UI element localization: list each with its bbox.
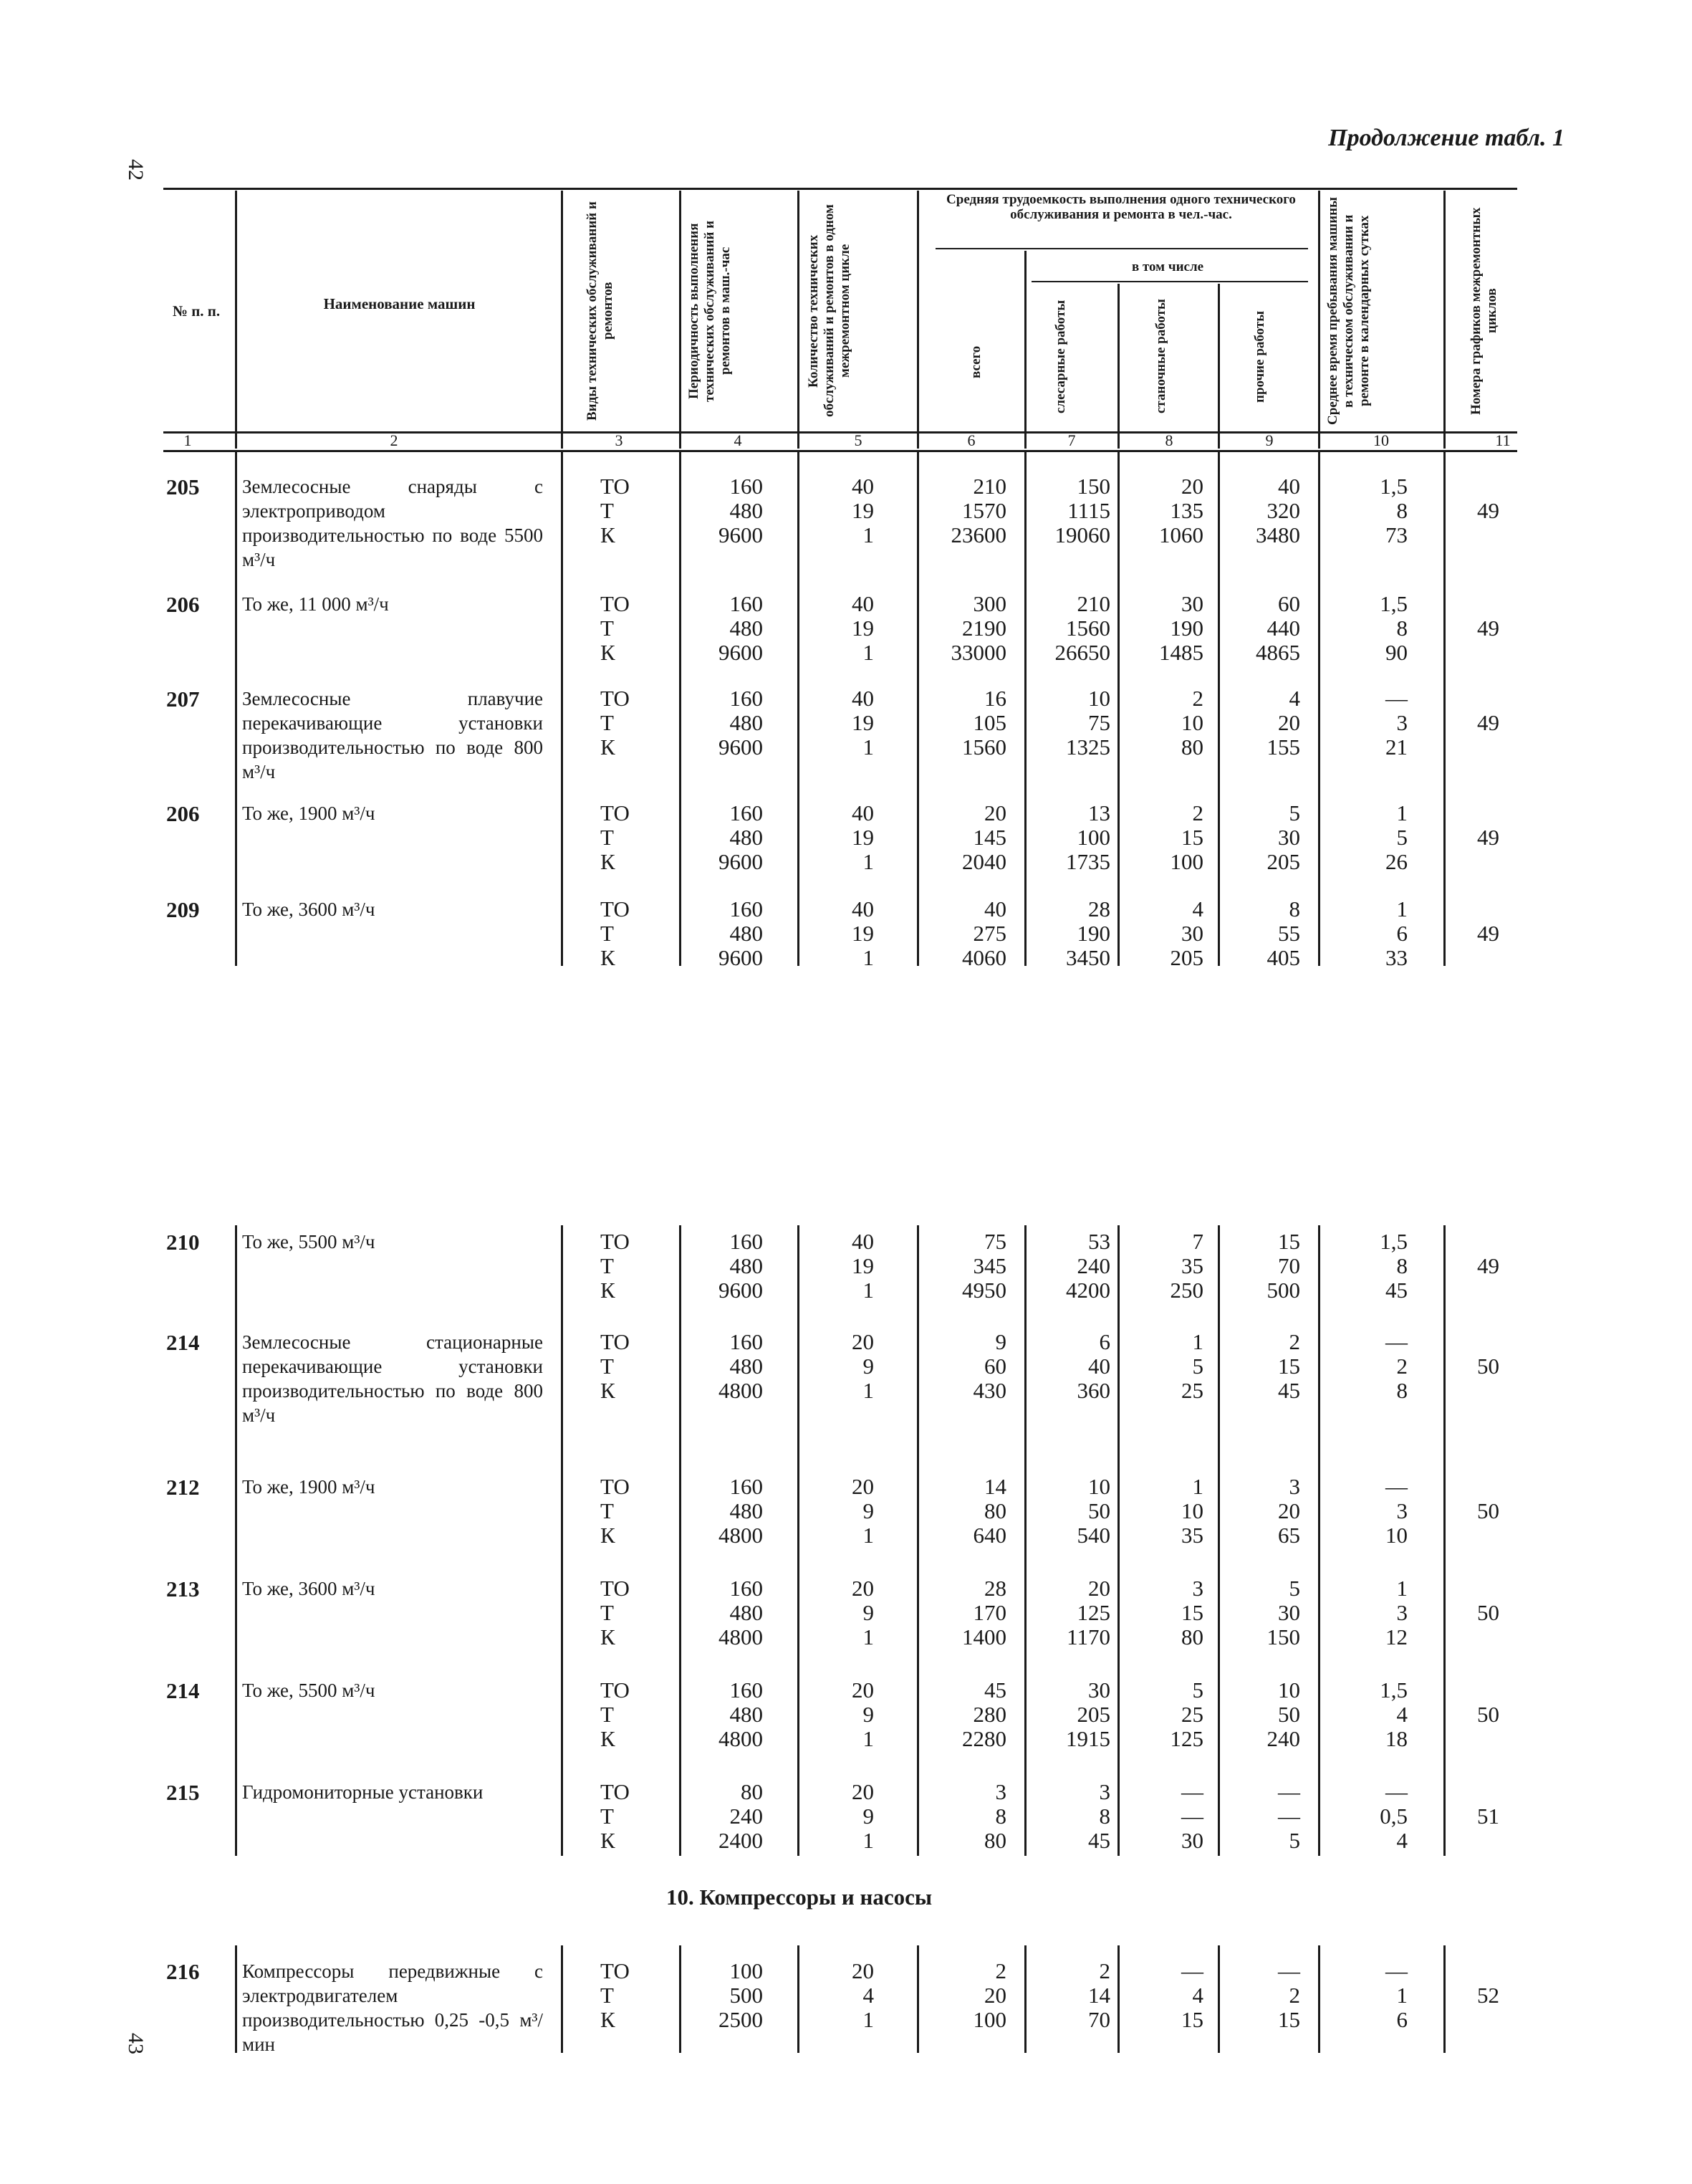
cell-days: — 0,5 4 [1380,1779,1408,1853]
cell-locksmith: 20 125 1170 [1067,1576,1110,1649]
cell-kinds: ТО Т К [600,1229,630,1303]
header-col9: прочие работы [1252,310,1267,403]
column-number: 9 [1265,431,1274,449]
column-rule [1443,1945,1446,2053]
cell-locksmith: 30 205 1915 [1066,1677,1110,1751]
column-rule [1117,1225,1120,1856]
machine-name: Гидромониторные установки [242,1781,484,1803]
header-col1: № п. п. [172,302,221,320]
cell-period: 160 480 9600 [718,591,763,665]
header-divider [561,191,563,449]
column-rule [1117,1945,1120,2053]
cell-days: 1 6 33 [1385,896,1408,970]
cell-graph: 51 [1477,1804,1499,1829]
cell-graph: 49 [1477,921,1499,946]
cell-graph: 50 [1477,1600,1499,1625]
cell-total: 14 80 640 [973,1474,1006,1548]
column-number: 4 [734,431,742,449]
column-rule [561,451,563,966]
row-number: 214 [166,1678,200,1703]
cell-kinds: ТО Т К [600,1677,630,1751]
column-number: 2 [390,431,398,449]
continuation-title: Продолжение табл. 1 [1328,125,1564,151]
cell-period: 80 240 2400 [718,1779,763,1853]
cell-kinds: ТО Т К [600,800,630,874]
machine-name: Землесосные стационарные перекачивающие установки производительностью по воде 800 м³/ч [242,1331,543,1426]
cell-kinds: ТО Т К [600,1576,630,1649]
cell-days: — 1 6 [1385,1958,1408,2032]
cell-machine: — 4 15 [1181,1958,1203,2032]
header-col8: станочные работы [1153,299,1168,414]
header-divider [1443,191,1446,449]
right-page-number: 43 [124,2033,148,2054]
cell-total: 40 275 4060 [962,896,1006,970]
column-rule [1024,451,1027,966]
cell-count: 40 19 1 [852,1229,874,1303]
cell-graph: 52 [1477,1983,1499,2008]
cell-graph: 49 [1477,498,1499,523]
cell-graph: 49 [1477,710,1499,735]
column-rule [1024,1225,1027,1856]
group-rule [936,248,1308,249]
column-rule [1318,451,1320,966]
row-number: 216 [166,1959,200,1984]
machine-name: Компрессоры передвижные с электродвигателем производительностью 0,25 -0,5 м³/мин [242,1960,543,2055]
column-number: 8 [1165,431,1173,449]
header-divider [797,191,799,449]
cell-count: 40 19 1 [852,591,874,665]
cell-period: 160 480 4800 [718,1474,763,1548]
cell-total: 28 170 1400 [962,1576,1006,1649]
machine-name: Землесосные плавучие перекачивающие установки производительностью по воде 800 м³/ч [242,688,543,782]
cell-graph: 49 [1477,616,1499,641]
row-number: 210 [166,1230,200,1255]
cell-machine: — — 30 [1181,1779,1203,1853]
cell-count: 40 19 1 [852,896,874,970]
cell-locksmith: 53 240 4200 [1066,1229,1110,1303]
cell-period: 160 480 4800 [718,1329,763,1403]
cell-count: 40 19 1 [852,474,874,547]
column-rule [917,451,919,966]
column-number: 5 [854,431,862,449]
column-rule [235,451,237,966]
row-number: 205 [166,474,200,499]
row-number: 212 [166,1475,200,1500]
cell-kinds: ТО Т К [600,474,630,547]
column-rule [679,1945,681,2053]
header-col6: всего [968,345,984,378]
column-rule [235,1945,237,2053]
cell-kinds: ТО Т К [600,1474,630,1548]
cell-locksmith: 28 190 3450 [1066,896,1110,970]
cell-period: 160 480 9600 [718,1229,763,1303]
colnum-rule [163,450,1517,452]
column-number: 10 [1373,431,1389,449]
cell-count: 40 19 1 [852,800,874,874]
cell-machine: 1 5 25 [1181,1329,1203,1403]
cell-kinds: ТО Т К [600,686,630,760]
cell-count: 20 9 1 [852,1474,874,1548]
column-rule [1443,1225,1446,1856]
header-group: Средняя трудоемкость выполнения одного технического обслуживания и ремонта в чел.-час. [946,192,1296,222]
header-col7: слесарные работы [1053,300,1068,413]
column-rule [1318,1945,1320,2053]
cell-graph: 49 [1477,1253,1499,1278]
machine-name: То же, 5500 м³/ч [242,1680,375,1701]
cell-locksmith: 6 40 360 [1077,1329,1110,1403]
cell-count: 20 4 1 [852,1958,874,2032]
subgroup-rule [1032,281,1308,282]
cell-graph: 50 [1477,1702,1499,1727]
cell-locksmith: 3 8 45 [1088,1779,1110,1853]
row-number: 209 [166,897,200,922]
header-col11: Номера графиков межремонтных циклов [1469,207,1499,415]
column-number: 3 [615,431,623,449]
cell-locksmith: 13 100 1735 [1066,800,1110,874]
cell-count: 20 9 1 [852,1576,874,1649]
cell-total: 20 145 2040 [962,800,1006,874]
column-rule [1318,1225,1320,1856]
row-number: 213 [166,1576,200,1601]
column-rule [235,1225,237,1856]
cell-machine: 2 10 80 [1181,686,1203,760]
machine-name: Землесосные снаряды с электроприводом производительностью по воде 5500 м³/ч [242,476,543,570]
cell-other: — — 5 [1278,1779,1300,1853]
cell-total: 75 345 4950 [962,1229,1006,1303]
cell-total: 3 8 80 [984,1779,1006,1853]
cell-kinds: ТО Т К [600,896,630,970]
cell-other: 40 320 3480 [1256,474,1300,547]
cell-locksmith: 10 50 540 [1077,1474,1110,1548]
header-divider [1024,251,1027,449]
column-number: 6 [967,431,976,449]
cell-machine: 2 15 100 [1170,800,1203,874]
header-divider [679,191,681,449]
column-rule [1218,1945,1220,2053]
machine-name: То же, 3600 м³/ч [242,1578,375,1599]
cell-days: — 3 21 [1385,686,1408,760]
column-rule [561,1945,563,2053]
cell-other: 2 15 45 [1278,1329,1300,1403]
header-divider [1318,191,1320,449]
cell-machine: 3 15 80 [1181,1576,1203,1649]
header-col4: Периодичность выполнения технических обслуживаний и ремонтов в маш.-час [686,220,733,402]
cell-kinds: ТО Т К [600,591,630,665]
cell-total: 9 60 430 [973,1329,1006,1403]
cell-period: 160 480 4800 [718,1677,763,1751]
column-rule [1024,1945,1027,2053]
cell-days: 1,5 4 18 [1380,1677,1408,1751]
cell-count: 20 9 1 [852,1779,874,1853]
column-rule [1117,451,1120,966]
header-divider [917,191,919,449]
cell-count: 20 9 1 [852,1329,874,1403]
cell-period: 160 480 9600 [718,686,763,760]
cell-days: — 2 8 [1385,1329,1408,1403]
cell-kinds: ТО Т К [600,1329,630,1403]
row-number: 206 [166,592,200,617]
machine-name: То же, 1900 м³/ч [242,803,375,824]
row-number: 206 [166,801,200,826]
cell-other: 8 55 405 [1266,896,1300,970]
column-number: 1 [183,431,192,449]
cell-period: 160 480 9600 [718,896,763,970]
cell-machine: 5 25 125 [1170,1677,1203,1751]
cell-count: 20 9 1 [852,1677,874,1751]
cell-machine: 7 35 250 [1170,1229,1203,1303]
cell-period: 160 480 9600 [718,474,763,547]
cell-days: 1,5 8 73 [1380,474,1408,547]
column-rule [561,1225,563,1856]
column-rule [917,1225,919,1856]
column-rule [1218,451,1220,966]
header-subgroup: в том числе [1131,259,1204,274]
cell-machine: 30 190 1485 [1159,591,1203,665]
cell-days: 1,5 8 90 [1380,591,1408,665]
column-rule [1218,1225,1220,1856]
header-col5: Количество технических обслуживаний и ремонтов в одном межремонтном цикле [806,204,852,418]
cell-other: 3 20 65 [1278,1474,1300,1548]
row-number: 214 [166,1330,200,1355]
cell-days: 1,5 8 45 [1380,1229,1408,1303]
header-divider [1218,284,1220,449]
cell-kinds: ТО Т К [600,1779,630,1853]
machine-name: То же, 1900 м³/ч [242,1476,375,1498]
column-rule [679,1225,681,1856]
cell-total: 210 1570 23600 [951,474,1006,547]
machine-name: То же, 3600 м³/ч [242,899,375,920]
header-divider [235,191,237,449]
cell-total: 16 105 1560 [962,686,1006,760]
column-rule [797,1945,799,2053]
cell-other: 4 20 155 [1266,686,1300,760]
cell-other: 5 30 205 [1266,800,1300,874]
cell-other: — 2 15 [1278,1958,1300,2032]
cell-locksmith: 10 75 1325 [1066,686,1110,760]
left-page-number: 42 [124,159,148,181]
cell-graph: 49 [1477,825,1499,850]
cell-machine: 20 135 1060 [1159,474,1203,547]
column-rule [797,1225,799,1856]
cell-other: 10 50 240 [1266,1677,1300,1751]
column-rule [797,451,799,966]
cell-graph: 50 [1477,1498,1499,1523]
cell-period: 100 500 2500 [718,1958,763,2032]
section-title: 10. Компрессоры и насосы [666,1884,933,1910]
machine-name: То же, 5500 м³/ч [242,1231,375,1253]
cell-kinds: ТО Т К [600,1958,630,2032]
machine-name: То же, 11 000 м³/ч [242,593,389,615]
header-col3: Виды технических обслуживаний и ремонтов [585,201,615,421]
cell-total: 45 280 2280 [962,1677,1006,1751]
cell-period: 160 480 4800 [718,1576,763,1649]
cell-locksmith: 210 1560 26650 [1054,591,1110,665]
row-number: 207 [166,686,200,712]
cell-machine: 1 10 35 [1181,1474,1203,1548]
cell-other: 15 70 500 [1266,1229,1300,1303]
cell-machine: 4 30 205 [1170,896,1203,970]
cell-total: 300 2190 33000 [951,591,1006,665]
row-number: 215 [166,1780,200,1805]
cell-period: 160 480 9600 [718,800,763,874]
cell-locksmith: 2 14 70 [1088,1958,1110,2032]
column-rule [917,1945,919,2053]
column-rule [1443,451,1446,966]
cell-days: 1 3 12 [1385,1576,1408,1649]
cell-total: 2 20 100 [973,1958,1006,2032]
cell-days: 1 5 26 [1385,800,1408,874]
cell-locksmith: 150 1115 19060 [1054,474,1110,547]
cell-graph: 50 [1477,1354,1499,1379]
header-top-rule [163,188,1517,190]
cell-count: 40 19 1 [852,686,874,760]
header-divider [1117,284,1120,449]
header-col10: Среднее время пребывания машины в техническом обслуживании и ремонте в календарных сутках [1325,197,1372,425]
column-rule [679,451,681,966]
cell-days: — 3 10 [1385,1474,1408,1548]
cell-other: 5 30 150 [1266,1576,1300,1649]
cell-other: 60 440 4865 [1256,591,1300,665]
column-number: 11 [1495,431,1511,449]
column-number: 7 [1067,431,1076,449]
header-col2: Наименование машин [323,295,476,312]
